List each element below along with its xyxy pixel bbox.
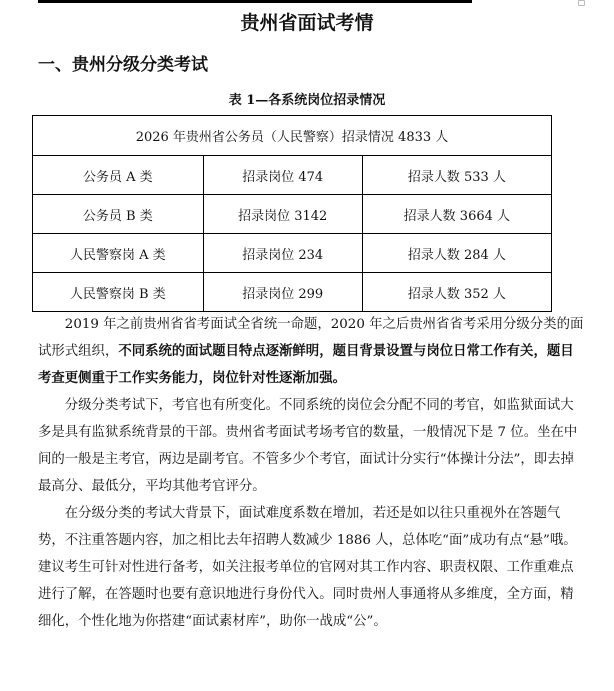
posts-cell: 招录岗位 234 [203,234,362,273]
section-heading: 一、贵州分级分类考试 [38,55,208,75]
category-cell: 人民警察岗 B 类 [33,273,204,312]
posts-cell: 招录岗位 474 [203,156,362,195]
paragraph-1-bold: 不同系统的面试题目特点逐渐鲜明，题目背景设置与岗位日常工作有关，题目考查更侧重于工作实务能力，岗位针对性逐渐加强。 [38,343,574,386]
people-cell: 招录人数 533 人 [362,156,551,195]
table-row [33,195,552,234]
paragraph-1 [38,311,586,392]
page-title: 贵州省面试考情 [240,12,374,34]
body-text [38,311,586,635]
paragraph-3: 在分级分类的考试大背景下，面试难度系数在增加，若还是如以往只重视外在答题气势，不注重答题内容，加之相比去年招聘人数减少 1886 人，总体吃“面”成功有点“悬”哦。建议考生可针对性进行备考，如关注报考单位的官网对其工作内容、职责权限、工作重难点进行了解，在答题时也要有意识地进行身份代入。同时贵州人事通将从多维度，全方面，精细化，个性化地为你搭建“面试素材库”，助你一战成“公”。 [38,506,577,629]
top-rule [38,0,472,3]
category-cell: 人民警察岗 A 类 [33,234,204,273]
table-header-cell: 2026 年贵州省公务员（人民警察）招录情况 4833 人 [33,116,552,156]
people-cell: 招录人数 284 人 [362,234,551,273]
table-caption: 表 1—各系统岗位招录情况 [228,93,386,108]
table-row [33,273,552,312]
paragraph-2: 分级分类考试下，考官也有所变化。不同系统的岗位会分配不同的考官，如监狱面试大多是具有监狱系统背景的干部。贵州省考面试考场考官的数量，一般情况下是 7 位。坐在中间的一般是主考官，两边是副考官。不管多少个考官，面试计分实行“体操计分法”，即去掉最高分、最低分，平均其他考官评分。 [38,398,578,494]
recruitment-table [32,115,552,312]
table-row [33,234,552,273]
category-cell: 公务员 A 类 [33,156,204,195]
table-row [33,156,552,195]
posts-cell: 招录岗位 299 [203,273,362,312]
people-cell: 招录人数 352 人 [362,273,551,312]
category-cell: 公务员 B 类 [33,195,204,234]
posts-cell: 招录岗位 3142 [203,195,362,234]
corner-marker [578,0,585,6]
paragraph-1-plain: 2019 年之前贵州省省考面试全省统一命题，2020 年之后贵州省省考采用分级分类的面试形式组织， [38,317,584,359]
people-cell: 招录人数 3664 人 [362,195,551,234]
table-header-row [33,116,552,156]
